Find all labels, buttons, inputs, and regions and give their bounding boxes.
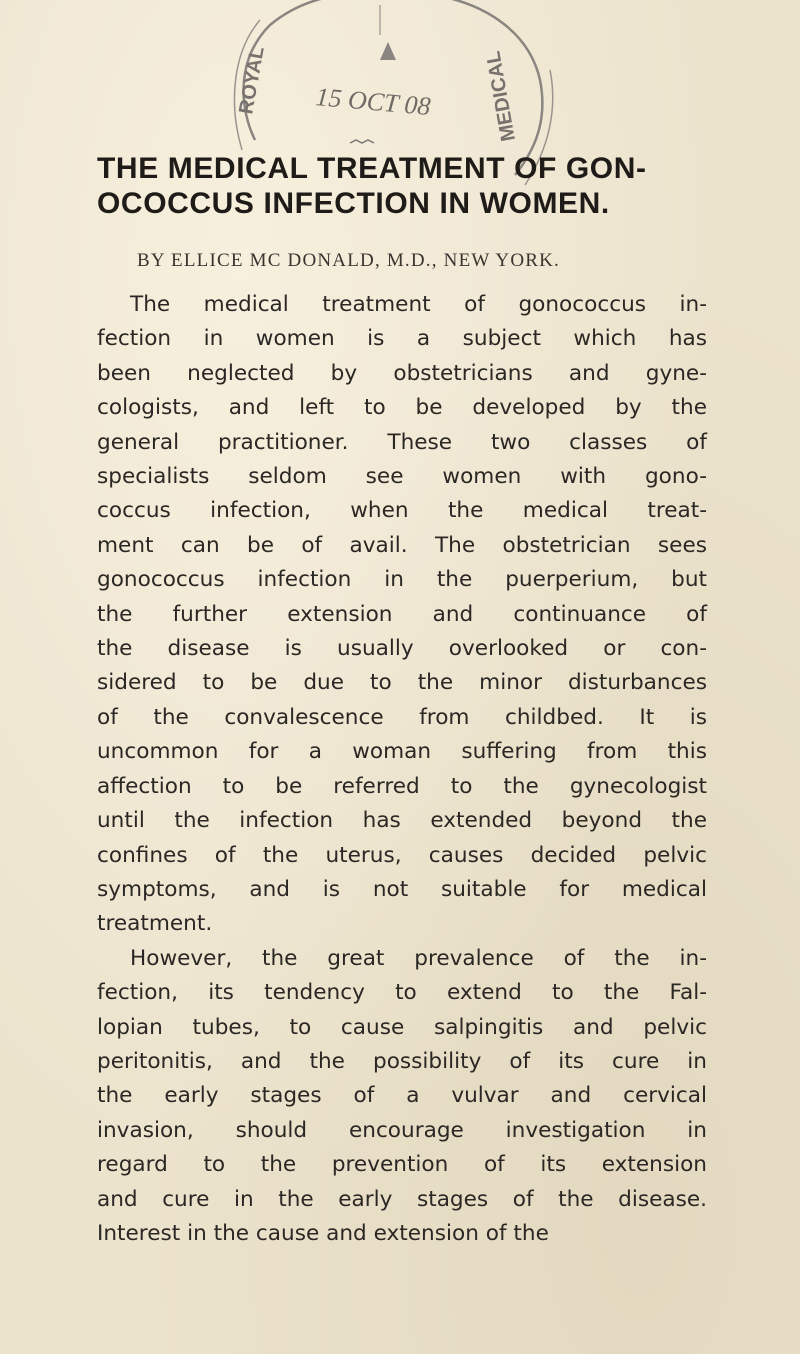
article-body: [97, 288, 707, 1251]
text-line: The medical treatment of gonococcus in-: [130, 292, 707, 317]
stamp-top-left: ROYAL: [235, 44, 269, 116]
stamp-right: MEDICAL: [482, 49, 520, 143]
title-line-2: OCOCCUS INFECTION IN WOMEN.: [97, 187, 610, 220]
text-line: specialists seldom see women with gono-: [97, 464, 707, 490]
stamp-date: 15 OCT 08: [314, 82, 432, 122]
paragraph: [97, 288, 707, 942]
text-line: Interest in the cause and extension of the: [97, 1220, 549, 1246]
text-line: However, the great prevalence of the in-: [130, 945, 707, 971]
text-line: the further extension and continuance of: [97, 601, 707, 627]
text-line: fection in women is a subject which has: [97, 326, 707, 352]
text-line: coccus infection, when the medical treat-: [97, 498, 707, 524]
text-line: been neglected by obstetricians and gyne-: [97, 360, 707, 386]
text-line: until the infection has extended beyond the: [97, 808, 707, 834]
text-line: peritonitis, and the possibility of its cure in: [97, 1048, 707, 1074]
text-line: the early stages of a vulvar and cervical: [97, 1083, 707, 1109]
paragraph: [97, 942, 707, 1252]
text-line: invasion, should encourage investigation in: [97, 1117, 707, 1143]
text-line: general practitioner. These two classes of: [97, 429, 707, 455]
text-line: fection, its tendency to extend to the Fal-: [97, 980, 707, 1006]
text-line: of the convalescence from childbed. It is: [97, 704, 707, 730]
text-line: gonococcus infection in the puerperium, but: [97, 567, 707, 593]
text-line: regard to the prevention of its extension: [97, 1152, 707, 1178]
text-line: treatment.: [97, 911, 213, 937]
text-line: sidered to be due to the minor disturbances: [97, 670, 707, 696]
title-line-1: THE MEDICAL TREATMENT OF GON-: [97, 152, 647, 185]
text-line: and cure in the early stages of the disease.: [97, 1186, 707, 1212]
text-line: uncommon for a woman suffering from this: [97, 739, 707, 765]
text-line: the disease is usually overlooked or con-: [97, 636, 707, 662]
author-byline: BY ELLICE MC DONALD, M.D., NEW YORK.: [137, 250, 561, 271]
text-line: confines of the uterus, causes decided pelvic: [97, 842, 707, 868]
text-line: cologists, and left to be developed by the: [97, 395, 707, 421]
text-line: affection to be referred to the gynecologist: [97, 773, 707, 799]
text-line: lopian tubes, to cause salpingitis and pelvic: [97, 1014, 707, 1040]
text-line: symptoms, and is not suitable for medical: [97, 876, 707, 902]
text-line: ment can be of avail. The obstetrician sees: [97, 532, 707, 558]
